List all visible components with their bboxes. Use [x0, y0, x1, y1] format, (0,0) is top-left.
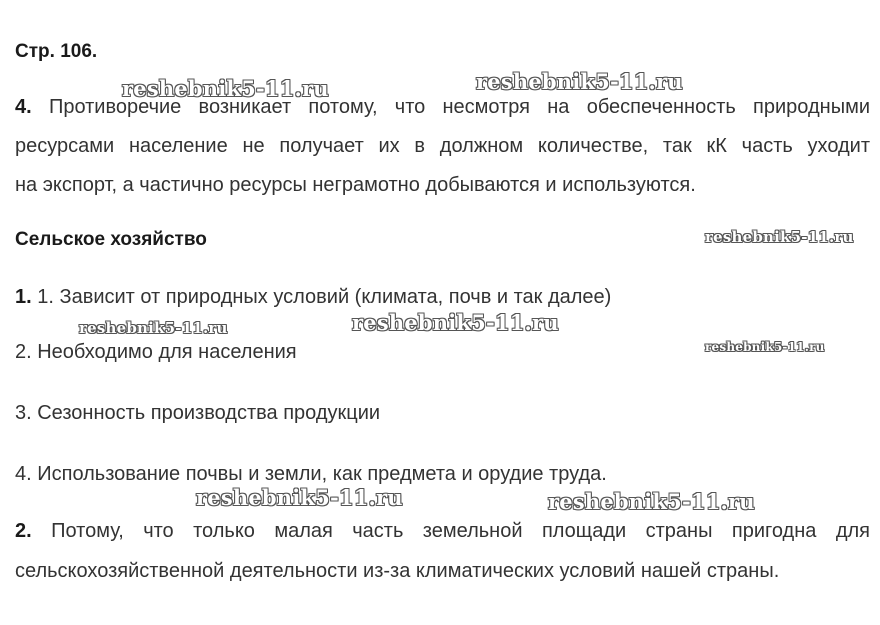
- watermark: reshebnik5-11.ru: [705, 340, 825, 354]
- answer-4-line-3: на экспорт, а частично ресурсы неграмотно добываются и используются.: [15, 174, 696, 196]
- answer-1-item-4: 4. Использование почвы и земли, как предмета и орудие труда.: [15, 463, 607, 485]
- answer-2-line-1: [15, 520, 870, 543]
- answer-4-text-1: Противоречие возникает потому, что несмотря на обеспеченность природными: [48, 96, 870, 118]
- answer-1-item-1-text: 1. Зависит от природных условий (климата, почв и так далее): [37, 286, 612, 308]
- answer-1-item-3: 3. Сезонность производства продукции: [15, 402, 381, 424]
- answer-4-line-2: ресурсами население не получает их в должном количестве, так кК часть уходит: [15, 135, 870, 157]
- answer-2-line-2: сельскохозяйственной деятельности из-за климатических условий нашей страны.: [15, 560, 780, 582]
- answer-2-text-1: Потому, что только малая часть земельной площади страны пригодна для: [51, 520, 870, 542]
- watermark: reshebnik5-11.ru: [548, 489, 755, 514]
- answer-1-item-1: [15, 286, 611, 309]
- watermark: reshebnik5-11.ru: [196, 485, 403, 510]
- page-number-heading: Стр. 106.: [15, 41, 98, 62]
- watermark: reshebnik5-11.ru: [79, 319, 228, 337]
- watermark: reshebnik5-11.ru: [122, 76, 329, 101]
- watermark: reshebnik5-11.ru: [352, 310, 559, 335]
- answer-1-item-2: 2. Необходимо для населения: [15, 341, 297, 363]
- answer-2-number: 2.: [15, 520, 32, 542]
- section-title: Сельское хозяйство: [15, 229, 207, 250]
- answer-1-number: 1.: [15, 286, 32, 308]
- watermark: reshebnik5-11.ru: [705, 228, 854, 246]
- watermark: reshebnik5-11.ru: [476, 69, 683, 94]
- answer-4-number: 4.: [15, 96, 32, 118]
